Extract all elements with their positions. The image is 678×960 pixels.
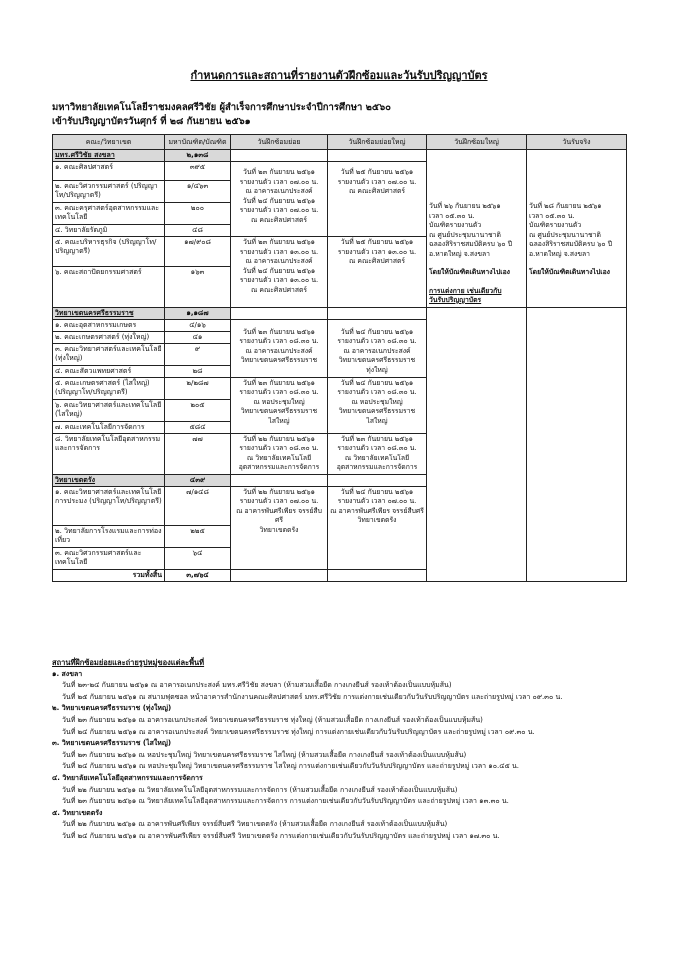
table-row: ๑. คณะอุตสาหกรรมเกษตร ๔/๑๖ วันที่ ๒๓ กันยายน ๒๕๖๑ รายงานตัว เวลา ๐๘.๓๐ น. ณ อาคารอเนกประสงค์ วิทยาเขตนครศรีธรรมราช วันที่ ๒๔ กันยายน ๒๕๖๑ รายงานตัว เวลา ๐๘.๓๐ น. ณ อาคารอเนกประสงค์ วิทยาเขตนครศรีธรรมราช ทุ่งใหญ่ xyxy=(53,319,627,331)
header-real-day: วันรับจริง xyxy=(527,135,627,150)
major-rehearsal-cell: วันที่ ๒๖ กันยายน ๒๕๖๑ เวลา ๐๕.๓๐ น. บัณฑิตรายงานตัว ณ ศูนย์ประชุมนานาชาติ ฉลองสิริราชสมบัติครบ ๖๐ ปี อ.หาดใหญ่ จ.สงขลา โดยให้บัณฑิตเดินทางไปเอง การแต่งกาย เช่นเดียวกับ วันรับปริญญาบัตร xyxy=(427,150,527,308)
campus-total: ๔๓๙ xyxy=(165,474,231,486)
table-row: ๑. คณะวิทยาศาสตร์และเทคโนโลยีการประมง (ปริญญาโท/ปริญญาตรี) ๗/๑๔๘ วันที่ ๒๒ กันยายน ๒๕๖๑ รายงานตัว เวลา ๐๗.๐๐ น. ณ อาคารพันศรีเพียร จรรย์สืบศรี วิทยาเขตตรัง วันที่ ๒๔ กันยายน ๒๕๖๑ รายงานตัว เวลา ๐๗.๐๐ น. ณ อาคารพันศรีเพียร จรรย์สืบศรี วิทยาเขตตรัง xyxy=(53,486,627,525)
document-title: กำหนดการและสถานที่รายงานตัวฝึกซ้อมและวันรับปริญญาบัตร xyxy=(190,69,488,82)
real-day-cell: วันที่ ๒๘ กันยายน ๒๕๖๑ เวลา ๐๕.๓๐ น. บัณฑิตรายงานตัว ณ ศูนย์ประชุมนานาชาติ ฉลองสิริราชสมบัติครบ ๖๐ ปี อ.หาดใหญ่ จ.สงขลา โดยให้บัณฑิตเดินทางไปเอง xyxy=(527,150,627,308)
table-row: ๓. คณะวิทยาศาสตร์และเทคโนโลยี (ทุ่งใหญ่) ๙ xyxy=(53,343,627,365)
table-row: ๕. คณะเกษตรศาสตร์ (ไสใหญ่) (ปริญญาโท/ปริญญาตรี) ๒/๒๘๗ วันที่ ๒๓ กันยายน ๒๕๖๑ รายงานตัว เวลา ๐๘.๓๐ น. ณ หอประชุมใหญ่ วิทยาเขตนครศรีธรรมราช ไสใหญ่ วันที่ ๒๔ กันยายน ๒๕๖๑ รายงานตัว เวลา ๐๘.๓๐ น. ณ หอประชุมใหญ่ วิทยาเขตนครศรีธรรมราช ไสใหญ่ xyxy=(53,377,627,399)
table-row: ๒. วิทยาลัยการโรงแรมและการท่องเที่ยว ๒๒๕ xyxy=(53,525,627,547)
grand-total-label: รวมทั้งสิ้น xyxy=(53,569,165,581)
header-sub-major-rehearsal: วันฝึกซ้อมย่อยใหญ่ xyxy=(328,135,427,150)
header-major-rehearsal: วันฝึกซ้อมใหญ่ xyxy=(427,135,527,150)
table-row: ๖. คณะสถาปัตยกรรมศาสตร์ ๑๖๓ xyxy=(53,266,627,307)
document-subtitle-date: เข้ารับปริญญาบัตรวันศุกร์ ที่ ๒๘ กันยายน ๒๕๖๑ xyxy=(52,116,251,127)
table-row: ๑. คณะศิลปศาสตร์ ๓๙๕ วันที่ ๒๓ กันยายน ๒๕๖๑ รายงานตัว เวลา ๐๗.๐๐ น. ณ อาคารอเนกประสงค์ วันที่ ๒๔ กันยายน ๒๕๖๑ รายงานตัว เวลา ๐๗.๐๐ น. ณ คณะศิลปศาสตร์ วันที่ ๒๕ กันยายน ๒๕๖๑ รายงานตัว เวลา ๐๗.๐๐ น. ณ คณะศิลปศาสตร์ xyxy=(53,162,627,181)
header-faculty: คณะ/วิทยาเขต xyxy=(53,135,165,150)
table-row: ๔. คณะสัตวแพทยศาสตร์ ๒๘ xyxy=(53,365,627,377)
table-row: ๖. คณะวิทยาศาสตร์และเทคโนโลยี (ไสใหญ่) ๒๐๕ xyxy=(53,399,627,421)
schedule-table xyxy=(52,134,627,582)
table-row xyxy=(53,307,627,319)
table-row: ๓. คณะวิศวกรรมศาสตร์และเทคโนโลยี ๖๔ xyxy=(53,547,627,569)
grand-total: ๓,๗๖๔ xyxy=(165,569,231,581)
table-header-row xyxy=(53,135,627,150)
header-graduates: มหาบัณฑิต/บัณฑิต xyxy=(165,135,231,150)
table-row: ๗. คณะเทคโนโลยีการจัดการ ๕๘๔ xyxy=(53,421,627,433)
table-row: ๘. วิทยาลัยเทคโนโลยีอุตสาหกรรมและการจัดการ ๗๗ วันที่ ๒๒ กันยายน ๒๕๖๑ รายงานตัว เวลา ๐๘.๓๐ น. ณ วิทยาลัยเทคโนโลยี อุตสาหกรรมและการจัดการ วันที่ ๒๓ กันยายน ๒๕๖๑ รายงานตัว เวลา ๐๘.๓๐ น. ณ วิทยาลัยเทคโนโลยี อุตสาหกรรมและการจัดการ xyxy=(53,433,627,474)
table-row: ๓. คณะครุศาสตร์อุตสาหกรรมและเทคโนโลยี ๒๐๐ xyxy=(53,203,627,225)
locations-heading: สถานที่ฝึกซ้อมย่อยและถ่ายรูปหมู่ของแต่ละพื้นที่ xyxy=(52,658,205,667)
table-row: ๕. คณะบริหารธุรกิจ (ปริญญาโท/ปริญญาตรี) ๑๗/๙๐๘ วันที่ ๒๓ กันยายน ๒๕๖๑ รายงานตัว เวลา ๑๓.๐๐ น. ณ อาคารอเนกประสงค์ วันที่ ๒๔ กันยายน ๒๕๖๑ รายงานตัว เวลา ๑๓.๐๐ น. ณ คณะศิลปศาสตร์ วันที่ ๒๕ กันยายน ๒๕๖๑ รายงานตัว เวลา ๑๓.๐๐ น. ณ คณะศิลปศาสตร์ xyxy=(53,237,627,266)
table-row: ๔. วิทยาลัยรัตภูมิ ๔๘ xyxy=(53,225,627,237)
campus-total: ๑,๑๘๗ xyxy=(165,307,231,319)
document-subtitle-university: มหาวิทยาลัยเทคโนโลยีราชมงคลศรีวิชัย ผู้สำเร็จการศึกษาประจำปีการศึกษา ๒๕๖๐ xyxy=(52,102,391,113)
table-row xyxy=(53,150,627,162)
locations-section: สถานที่ฝึกซ้อมย่อยและถ่ายรูปหมู่ของแต่ละพื้นที่ ๑. สงขลา วันที่ ๒๓-๒๔ กันยายน ๒๕๖๑ ณ อาคารอเนกประสงค์ มทร.ศรีวิชัย สงขลา (ห้ามสวมเสื้อยืด กางเกงยีนส์ รองเท้าต้องเป็นแบบหุ้มส้น) วันที่ ๒๕ กันยายน ๒๕๖๑ ณ สนามฟุตซอล หน้าอาคารสำนักงานคณะศิลปศาสตร์ มทร.ศรีวิชัย การแต่งกายเช่นเดียวกับวันรับปริญญาบัตร และถ่ายรูปหมู่ เวลา ๐๙.๓๐ น. ๒. วิทยาเขตนครศรีธรรมราช (ทุ่งใหญ่) วันที่ ๒๓ กันยายน ๒๕๖๑ ณ อาคารอเนกประสงค์ วิทยาเขตนครศรีธรรมราช ทุ่งใหญ่ (ห้ามสวมเสื้อยืด กางเกงยีนส์ รองเท้าต้องเป็นแบบหุ้มส้น) วันที่ ๒๔ กันยายน ๒๕๖๑ ณ อาคารอเนกประสงค์ วิทยาเขตนครศรีธรรมราช ทุ่งใหญ่ การแต่งกายเช่นเดียวกับวันรับปริญญาบัตร และถ่ายรูปหมู่ เวลา ๐๙.๓๐ น. ๓. วิทยาเขตนครศรีธรรมราช (ไสใหญ่) วันที่ ๒๓ กันยายน ๒๕๖๑ ณ หอประชุมใหญ่ วิทยาเขตนครศรีธรรมราช ไสใหญ่ (ห้ามสวมเสื้อยืด กางเกงยีนส์ รองเท้าต้องเป็นแบบหุ้มส้น) วันที่ ๒๔ กันยายน ๒๕๖๑ ณ หอประชุมใหญ่ วิทยาเขตนครศรีธรรมราช ไสใหญ่ การแต่งกายเช่นเดียวกับวันรับปริญญาบัตร และถ่ายรูปหมู่ เวลา ๑๐.๔๕ น. ๔. วิทยาลัยเทคโนโลยีอุตสาหกรรมและการจัดการ วันที่ ๒๒ กันยายน ๒๕๖๑ ณ วิทยาลัยเทคโนโลยีอุตสาหกรรมและการจัดการ (ห้ามสวมเสื้อยืด กางเกงยีนส์ รองเท้าต้องเป็นแบบหุ้มส้น) วันที่ ๒๓ กันยายน ๒๕๖๑ ณ วิทยาลัยเทคโนโลยีอุตสาหกรรมและการจัดการ การแต่งกายเช่นเดียวกับวันรับปริญญาบัตร และถ่ายรูปหมู่ เวลา ๑๓.๓๐ น. ๕. วิทยาเขตตรัง วันที่ ๒๒ กันยายน ๒๕๖๑ ณ อาคารพันศรีเพียร จรรย์สืบศรี วิทยาเขตตรัง (ห้ามสวมเสื้อยืด กางเกงยีนส์ รองเท้าต้องเป็นแบบหุ้มส้น) วันที่ ๒๔ กันยายน ๒๕๖๑ ณ อาคารพันศรีเพียร จรรย์สืบศรี วิทยาเขตตรัง การแต่งกายเช่นเดียวกับวันรับปริญญาบัตร และถ่ายรูปหมู่ เวลา ๑๗.๓๐ น. xyxy=(52,657,642,843)
campus-name: วิทยาเขตตรัง xyxy=(53,474,165,486)
table-row: ๒. คณะเกษตรศาสตร์ (ทุ่งใหญ่) ๔๑ xyxy=(53,331,627,343)
campus-name: มทร.ศรีวิชัย สงขลา xyxy=(53,150,165,162)
table-row: ๒. คณะวิศวกรรมศาสตร์ (ปริญญาโท/ปริญญาตรี) ๑/๔๖๓ xyxy=(53,181,627,203)
campus-name: วิทยาเขตนครศรีธรรมราช xyxy=(53,307,165,319)
campus-total: ๒,๑๓๘ xyxy=(165,150,231,162)
header-minor-rehearsal: วันฝึกซ้อมย่อย xyxy=(231,135,328,150)
